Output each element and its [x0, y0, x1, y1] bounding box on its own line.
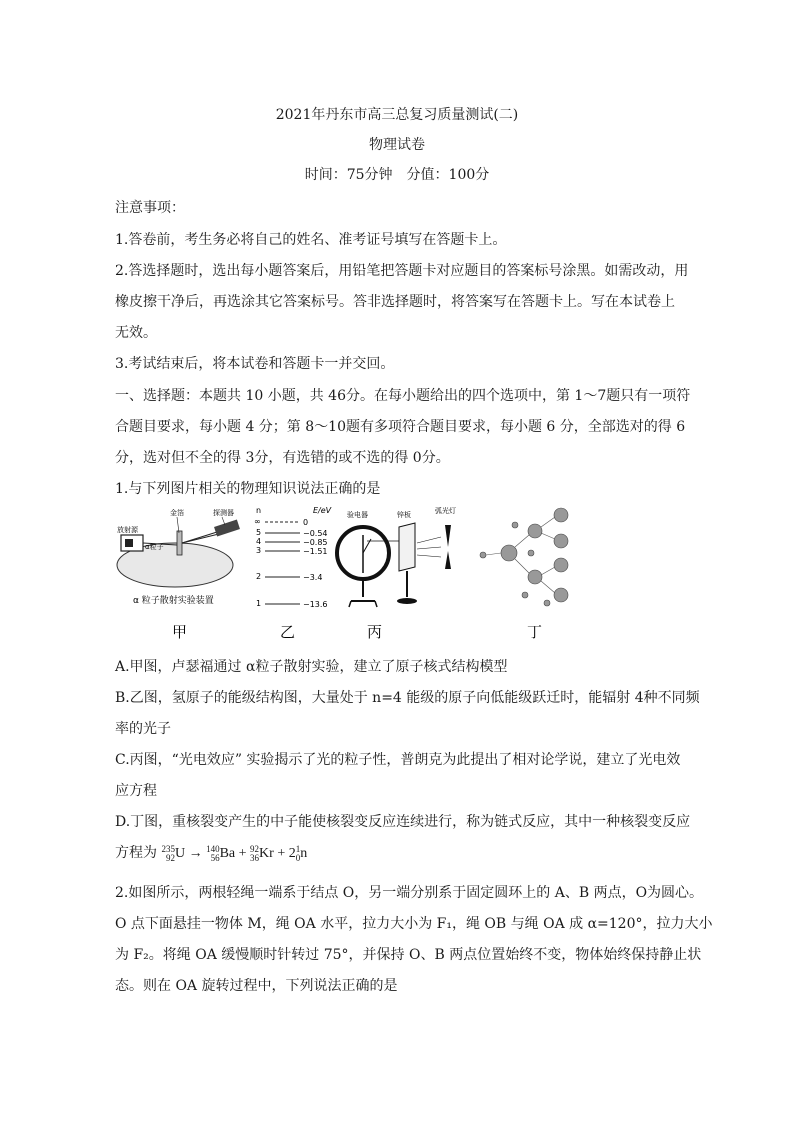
level-e: −0.54 [303, 529, 328, 538]
u-z: 92 [165, 852, 175, 863]
kr-z: 36 [250, 852, 260, 863]
option-d-cont [115, 842, 695, 863]
ba-mass: 140 [206, 843, 220, 854]
level-n: 5 [256, 528, 262, 537]
option-a: A.甲图，卢瑟福通过 α粒子散射实验，建立了原子核式结构模型 [115, 659, 508, 675]
plus: + [238, 846, 247, 861]
level-n: 4 [256, 537, 262, 546]
section-intro: 一、选择题：本题共 10 小题，共 46分。在每小题给出的四个选项中，第 1～7题只有一项符 [115, 388, 691, 404]
kr-symbol: Kr [259, 846, 274, 861]
option-c-cont: 应方程 [115, 783, 157, 799]
level-n: 2 [256, 572, 262, 581]
level-e: −1.51 [303, 547, 328, 556]
label-electroscope: 验电器 [347, 511, 368, 519]
level-e-header: E/eV [313, 506, 332, 515]
n-symbol: n [300, 846, 308, 861]
option-d: D.丁图，重核裂变产生的中子能使核裂变反应连续进行，称为链式反应，其中一种核裂变反应 [115, 814, 691, 830]
ba-symbol: Ba [219, 846, 236, 861]
question-1-stem: 1.与下列图片相关的物理知识说法正确的是 [115, 481, 381, 497]
caption-ding: 丁 [527, 623, 543, 641]
notice-heading: 注意事项： [115, 200, 185, 216]
photoelectric-apparatus [337, 523, 451, 607]
ba-z: 56 [210, 852, 220, 863]
section-intro: 合题目要求，每小题 4 分；第 8～10题有多项符合题目要求，每小题 6 分，全部选对的得 6 [115, 419, 686, 435]
label-source: 放射源 [117, 526, 138, 534]
section-intro: 分，选对但不全的得 3分，有选错的或不选的得 0分。 [115, 450, 450, 466]
exam-subtitle: 物理试卷 [369, 137, 425, 153]
fission-equation [161, 843, 308, 863]
exam-title: 2021年丹东市高三总复习质量测试(二) [275, 107, 519, 123]
caption-jia: 甲 [172, 623, 188, 641]
arrow: → [188, 846, 203, 861]
label-zinc-plate: 锌板 [397, 511, 411, 519]
question-2-line: 态。则在 OA 旋转过程中，下列说法正确的是 [115, 978, 398, 994]
notice-item: 1.答卷前，考生务必将自己的姓名、准考证号填写在答题卡上。 [115, 232, 507, 248]
caption-bing: 丙 [367, 623, 383, 641]
caption-yi: 乙 [280, 623, 296, 641]
level-e: 0 [303, 518, 309, 527]
notice-item: 2.答选择题时，选出每小题答案后，用铅笔把答题卡对应题目的答案标号涂黑。如需改动，用 [115, 263, 689, 279]
level-n-header: n [256, 506, 262, 515]
level-e: −3.4 [303, 573, 323, 582]
level-n: 3 [256, 546, 262, 555]
u-symbol: U [174, 846, 186, 861]
notice-item: 橡皮擦干净后，再选涂其它答案标号。答非选择题时，将答案写在答题卡上。写在本试卷上 [115, 294, 675, 310]
kr-mass: 92 [250, 843, 260, 854]
option-c: C.丙图，“光电效应” 实验揭示了光的粒子性，普朗克为此提出了相对论学说，建立了光电效 [115, 752, 681, 768]
label-apparatus: α 粒子散射实验装置 [133, 596, 214, 606]
n-mass: 1 [295, 843, 301, 854]
level-n: ∞ [254, 517, 261, 526]
level-e: −13.6 [303, 600, 328, 609]
question-2-line: 为 F₂。将绳 OA 缓慢顺时针转过 75°，并保持 O、B 两点位置始终不变，物体始终保持静止状 [115, 947, 702, 963]
n-z: 0 [295, 852, 301, 863]
question-2-line: 2.如图所示，两根轻绳一端系于结点 O，另一端分别系于固定圆环上的 A、B 两点，O为圆心。 [115, 885, 704, 901]
equation-prefix: 方程为 [115, 845, 157, 861]
plus: + [277, 846, 286, 861]
notice-item: 3.考试结束后，将本试卷和答题卡一并交回。 [115, 356, 395, 372]
question-1-figure [115, 505, 575, 645]
option-b: B.乙图，氢原子的能级结构图，大量处于 n=4 能级的原子向低能级跃迁时，能辐射 4种不同频 [115, 690, 700, 706]
label-arc-lamp: 弧光灯 [435, 507, 456, 515]
label-gold-foil: 金箔 [170, 509, 184, 517]
question-2-line: O 点下面悬挂一物体 M，绳 OA 水平，拉力大小为 F₁，绳 OB 与绳 OA 成 α=120°，拉力大小 [115, 916, 713, 932]
label-alpha: α粒子 [145, 543, 164, 551]
level-n: 1 [256, 599, 262, 608]
option-b-cont: 率的光子 [115, 721, 171, 737]
level-e: −0.85 [303, 538, 328, 547]
time-score: 时间：75分钟 分值：100分 [304, 167, 490, 183]
chain-reaction-diagram [480, 508, 568, 606]
notice-item: 无效。 [115, 325, 157, 341]
energy-level-diagram [254, 506, 332, 609]
figure-drawing [115, 505, 575, 645]
label-detector: 探测器 [213, 509, 234, 517]
u-mass: 235 [161, 843, 175, 854]
n-coefficient: 2 [288, 846, 296, 861]
